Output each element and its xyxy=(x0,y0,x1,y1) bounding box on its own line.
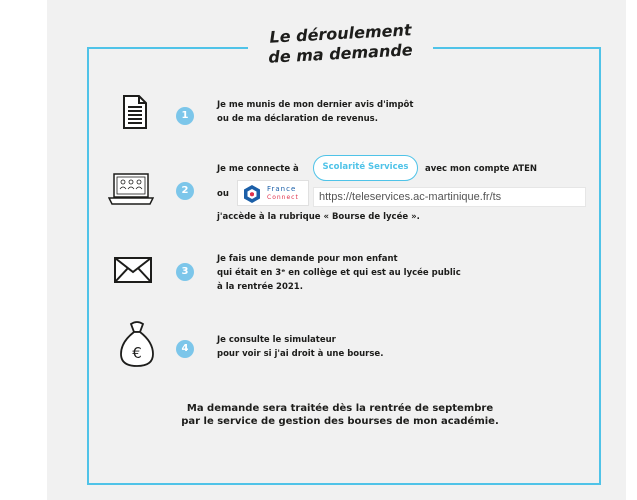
footer-line-1: Ma demande sera traitée dès la rentrée de septembre xyxy=(186,403,494,414)
step-3-line-3: à la rentrée 2021. xyxy=(217,282,303,292)
envelope-icon xyxy=(113,256,153,284)
step-2-or-text: ou xyxy=(217,189,229,199)
step-4-line-2: pour voir si j'ai droit à une bourse. xyxy=(217,349,384,359)
step-3-line-2: qui était en 3ᵉ en collège et qui est au lycée public xyxy=(217,268,461,278)
teleservices-url[interactable]: https://teleservices.ac-martinique.fr/ts xyxy=(313,187,586,207)
section-title xyxy=(248,18,433,80)
scolarite-services-button[interactable]: Scolarité Services xyxy=(313,155,418,181)
franceconnect-button[interactable] xyxy=(237,180,309,206)
step-3-line-1: Je fais une demande pour mon enfant xyxy=(217,254,398,264)
footer-note xyxy=(110,402,570,428)
franceconnect-logo-icon xyxy=(242,184,262,204)
title-line-2: de ma demande xyxy=(267,40,414,67)
step-1-badge: 1 xyxy=(176,107,194,125)
step-4-badge: 4 xyxy=(176,340,194,358)
franceconnect-label-1: France xyxy=(267,185,297,193)
svg-text:€: € xyxy=(132,344,142,362)
step-1-line-1: Je me munis de mon dernier avis d'impôt xyxy=(217,100,414,110)
step-2-aten-text: avec mon compte ATEN xyxy=(425,164,537,174)
step-2-line-3: j'accède à la rubrique « Bourse de lycée ». xyxy=(217,212,420,222)
step-3-badge: 3 xyxy=(176,263,194,281)
money-bag-icon xyxy=(117,320,157,368)
step-1-line-2: ou de ma déclaration de revenus. xyxy=(217,114,378,124)
step-2-badge: 2 xyxy=(176,182,194,200)
title-line-1: Le déroulement xyxy=(269,20,412,47)
step-2-connect-text: Je me connecte à xyxy=(217,164,299,174)
franceconnect-label-2: Connect xyxy=(267,194,299,201)
step-4-line-1: Je consulte le simulateur xyxy=(217,335,336,345)
laptop-icon xyxy=(108,172,154,206)
document-icon xyxy=(122,95,148,129)
footer-line-2: par le service de gestion des bourses de mon académie. xyxy=(181,416,499,427)
